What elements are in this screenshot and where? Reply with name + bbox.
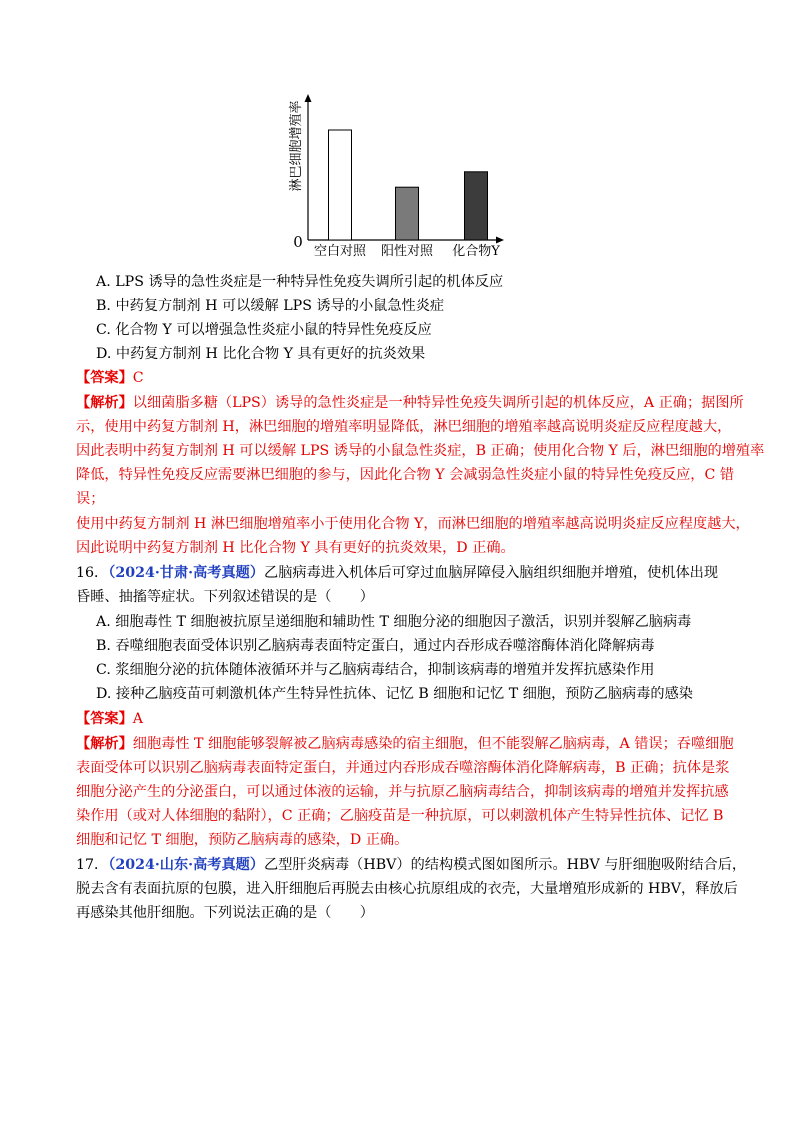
q17-stem-line-3: 再感染其他肝细胞。下列说法正确的是（ ） — [76, 905, 374, 921]
analysis-tag: 【解析】 — [76, 395, 133, 411]
y-axis-arrow — [305, 94, 312, 102]
q16-analysis-line-2: 表面受体可以识别乙脑病毒表面特定蛋白，并通过内吞形成吞噬溶酶体消化降解病毒，B 正确；抗体是浆 — [76, 760, 730, 776]
lymphocyte-proliferation-bar-chart — [288, 88, 510, 268]
x-axis-arrow — [496, 237, 504, 244]
q15-analysis-line-7: 因此说明中药复方制剂 H 比化合物 Y 具有更好的抗炎效果，D 正确。 — [76, 540, 515, 556]
analysis-tag: 【解析】 — [76, 736, 133, 752]
answer-tag: 【答案】 — [76, 711, 133, 727]
q15-option-c: C. 化合物 Y 可以增强急性炎症小鼠的特异性免疫反应 — [96, 322, 432, 338]
question-source: （2024·甘肃·高考真题） — [108, 565, 265, 581]
q15-analysis-line-6: 使用中药复方制剂 H 淋巴细胞增殖率小于使用化合物 Y，而淋巴细胞的增殖率越高说明炎症反应程度越大， — [76, 516, 750, 532]
q15-analysis-line-5: 误； — [76, 491, 105, 507]
q15-analysis-line-3: 因此表明中药复方制剂 H 可以缓解 LPS 诱导的小鼠急性炎症，B 正确；使用化合物 Y 后，淋巴细胞的增殖率 — [76, 443, 765, 459]
question-stem: 乙脑病毒进入机体后可穿过血脑屏障侵入脑组织细胞并增殖，使机体出现 — [264, 565, 719, 581]
x-tick-label-1: 空白对照 — [313, 244, 367, 259]
bar-2 — [396, 187, 419, 240]
bar-1 — [329, 130, 352, 240]
question-number: 17． — [76, 857, 109, 873]
q16-analysis-line-5: 细胞和记忆 T 细胞，预防乙脑病毒的感染，D 正确。 — [76, 832, 409, 848]
q16-analysis-line-3: 细胞分泌产生的分泌蛋白，可以通过体液的运输，并与抗原乙脑病毒结合，抑制该病毒的增殖并发挥抗感 — [76, 784, 729, 800]
q15-option-b: B. 中药复方制剂 H 可以缓解 LPS 诱导的小鼠急性炎症 — [96, 298, 445, 314]
q15-answer — [76, 366, 144, 390]
analysis-text: 以细菌脂多糖（LPS）诱导的急性炎症是一种特异性免疫失调所引起的机体反应，A 正确；据图所 — [132, 395, 744, 411]
q17-stem-line-2: 脱去含有表面抗原的包膜，进入肝细胞后再脱去由核心抗原组成的衣壳，大量增殖形成新的 HBV，释放后 — [76, 881, 738, 897]
bar-3 — [465, 172, 488, 240]
origin-label: 0 — [293, 233, 303, 251]
q16-option-d: D. 接种乙脑疫苗可刺激机体产生特异性抗体、记忆 B 细胞和记忆 T 细胞，预防乙脑病毒的感染 — [96, 686, 693, 702]
q16-analysis-line-1 — [76, 732, 734, 756]
q15-option-a: A. LPS 诱导的急性炎症是一种特异性免疫失调所引起的机体反应 — [96, 274, 504, 290]
chart-bars — [329, 130, 488, 240]
answer-tag: 【答案】 — [76, 370, 133, 386]
q16-option-c: C. 浆细胞分泌的抗体随体液循环并与乙脑病毒结合，抑制该病毒的增殖并发挥抗感染作用 — [96, 662, 655, 678]
q17-stem-line-1 — [76, 853, 746, 877]
q16-analysis-line-4: 染作用（或对人体细胞的黏附），C 正确；乙脑疫苗是一种抗原，可以刺激机体产生特异性抗体、记忆 B — [76, 808, 724, 824]
q15-analysis-line-4: 降低，特异性免疫反应需要淋巴细胞的参与，因此化合物 Y 会减弱急性炎症小鼠的特异性免疫反应，C 错 — [76, 467, 735, 483]
analysis-text: 细胞毒性 T 细胞能够裂解被乙脑病毒感染的宿主细胞，但不能裂解乙脑病毒，A 错误；吞噬细胞 — [132, 736, 734, 752]
q16-option-b: B. 吞噬细胞表面受体识别乙脑病毒表面特定蛋白，通过内吞形成吞噬溶酶体消化降解病毒 — [96, 638, 655, 654]
x-tick-label-2: 阳性对照 — [380, 244, 434, 259]
q15-analysis-line-1 — [76, 391, 744, 415]
y-axis-label: 淋巴细胞增殖率 — [289, 100, 304, 192]
x-tick-label-3: 化合物Y — [452, 244, 500, 259]
q16-answer — [76, 707, 143, 731]
question-source: （2024·山东·高考真题） — [108, 857, 265, 873]
question-number: 16． — [76, 565, 109, 581]
question-stem: 乙型肝炎病毒（HBV）的结构模式图如图所示。HBV 与肝细胞吸附结合后， — [264, 857, 747, 873]
q16-stem-line-1 — [76, 561, 718, 585]
answer-value: A — [132, 711, 144, 727]
q16-stem-line-2: 昏睡、抽搐等症状。下列叙述错误的是（ ） — [76, 589, 374, 605]
q16-option-a: A. 细胞毒性 T 细胞被抗原呈递细胞和辅助性 T 细胞分泌的细胞因子激活，识别并裂解乙脑病毒 — [96, 614, 692, 630]
q15-analysis-line-2: 示，使用中药复方制剂 H，淋巴细胞的增殖率明显降低，淋巴细胞的增殖率越高说明炎症反应程度越大， — [76, 419, 732, 435]
q15-option-d: D. 中药复方制剂 H 比化合物 Y 具有更好的抗炎效果 — [96, 346, 426, 362]
answer-value: C — [132, 370, 144, 386]
